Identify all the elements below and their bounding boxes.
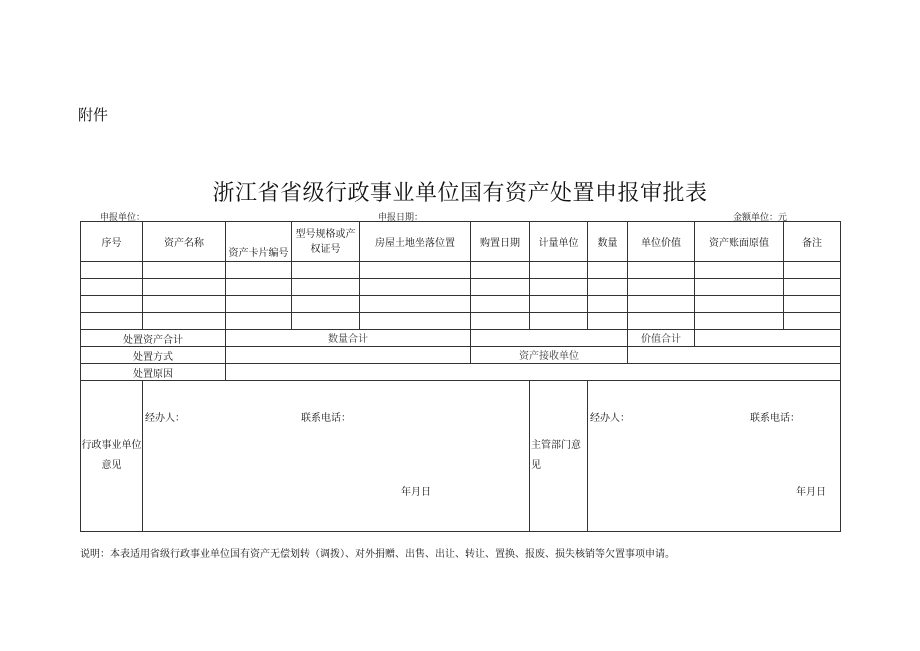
table-cell[interactable] [360, 262, 471, 279]
declaring-date-label: 申报日期： [378, 213, 424, 223]
dept-handler-label: 经办人： [590, 413, 630, 424]
unit-opinion-label: 行政事业单位意见 [81, 381, 143, 532]
footnote: 说明：本表适用省级行政事业单位国有资产无偿划转（调拨）、对外捐赠、出售、出让、转让、置换、报废、损失核销等欠置事项申请。 [80, 549, 675, 560]
table-cell[interactable] [530, 279, 588, 296]
table-cell[interactable] [292, 313, 360, 330]
column-header: 数量 [588, 222, 628, 262]
receiver-label: 资产接收单位 [471, 347, 628, 364]
table-cell[interactable] [784, 262, 841, 279]
approval-row [81, 381, 841, 532]
declaring-unit-label: 申报单位： [100, 213, 146, 223]
amount-unit-label: 金额单位：元 [733, 213, 788, 223]
table-cell[interactable] [628, 279, 695, 296]
table-cell[interactable] [530, 262, 588, 279]
value-total-value[interactable] [695, 330, 841, 347]
column-header: 备注 [784, 222, 841, 262]
method-label: 处置方式 [81, 347, 226, 364]
attachment-label: 附件 [78, 106, 109, 124]
table-cell[interactable] [628, 262, 695, 279]
table-cell[interactable] [360, 279, 471, 296]
table-cell[interactable] [143, 279, 226, 296]
table-cell[interactable] [360, 296, 471, 313]
column-header: 资产卡片编号 [226, 222, 292, 262]
column-header: 资产账面原值 [695, 222, 784, 262]
table-cell[interactable] [143, 262, 226, 279]
reason-label: 处置原因 [81, 364, 226, 381]
unit-handler-label: 经办人： [145, 413, 185, 424]
table-cell[interactable] [784, 279, 841, 296]
reason-row [81, 364, 841, 381]
table-cell[interactable] [292, 262, 360, 279]
table-cell[interactable] [530, 313, 588, 330]
table-cell[interactable] [360, 313, 471, 330]
table-cell[interactable] [695, 313, 784, 330]
table-cell[interactable] [471, 296, 530, 313]
total-row [81, 330, 841, 347]
table-cell[interactable] [628, 296, 695, 313]
quantity-total-value[interactable] [471, 330, 628, 347]
dept-opinion-label: 主管部门意见 [530, 381, 588, 532]
column-header: 资产名称 [143, 222, 226, 262]
table-cell[interactable] [226, 262, 292, 279]
column-header: 型号规格或产权证号 [292, 222, 360, 262]
dept-date-label: 年月日 [796, 487, 826, 498]
table-cell[interactable] [471, 262, 530, 279]
column-header: 单位价值 [628, 222, 695, 262]
table-cell[interactable] [226, 313, 292, 330]
table-cell[interactable] [784, 313, 841, 330]
table-cell[interactable] [81, 296, 143, 313]
method-value[interactable] [226, 347, 471, 364]
column-header: 购置日期 [471, 222, 530, 262]
reason-value[interactable] [226, 364, 841, 381]
column-header: 序号 [81, 222, 143, 262]
dept-phone-label: 联系电话： [750, 413, 800, 424]
table-cell[interactable] [695, 279, 784, 296]
total-label: 处置资产合计 [81, 330, 226, 347]
table-cell[interactable] [695, 262, 784, 279]
receiver-value[interactable] [628, 347, 841, 364]
unit-opinion-area[interactable] [143, 381, 530, 532]
quantity-total-label: 数量合计 [226, 330, 471, 347]
table-cell[interactable] [588, 279, 628, 296]
table-row [81, 279, 841, 296]
table-cell[interactable] [695, 296, 784, 313]
table-header-row [81, 222, 841, 262]
table-cell[interactable] [292, 296, 360, 313]
table-cell[interactable] [530, 296, 588, 313]
table-cell[interactable] [471, 279, 530, 296]
table-cell[interactable] [143, 313, 226, 330]
column-header: 计量单位 [530, 222, 588, 262]
value-total-label: 价值合计 [628, 330, 695, 347]
unit-phone-label: 联系电话： [301, 413, 351, 424]
table-cell[interactable] [81, 262, 143, 279]
table-row [81, 313, 841, 330]
table-cell[interactable] [784, 296, 841, 313]
table-cell[interactable] [588, 313, 628, 330]
table-cell[interactable] [226, 296, 292, 313]
dept-opinion-area[interactable] [588, 381, 841, 532]
table-cell[interactable] [628, 313, 695, 330]
table-cell[interactable] [81, 313, 143, 330]
table-row [81, 296, 841, 313]
column-header: 房屋土地坐落位置 [360, 222, 471, 262]
table-cell[interactable] [226, 279, 292, 296]
table-cell[interactable] [292, 279, 360, 296]
table-cell[interactable] [588, 262, 628, 279]
table-cell[interactable] [143, 296, 226, 313]
unit-date-label: 年月日 [401, 487, 431, 498]
method-row [81, 347, 841, 364]
table-row [81, 262, 841, 279]
asset-disposal-table [80, 221, 841, 532]
form-title: 浙江省省级行政事业单位国有资产处置申报审批表 [212, 181, 708, 206]
table-cell[interactable] [81, 279, 143, 296]
table-cell[interactable] [471, 313, 530, 330]
table-cell[interactable] [588, 296, 628, 313]
